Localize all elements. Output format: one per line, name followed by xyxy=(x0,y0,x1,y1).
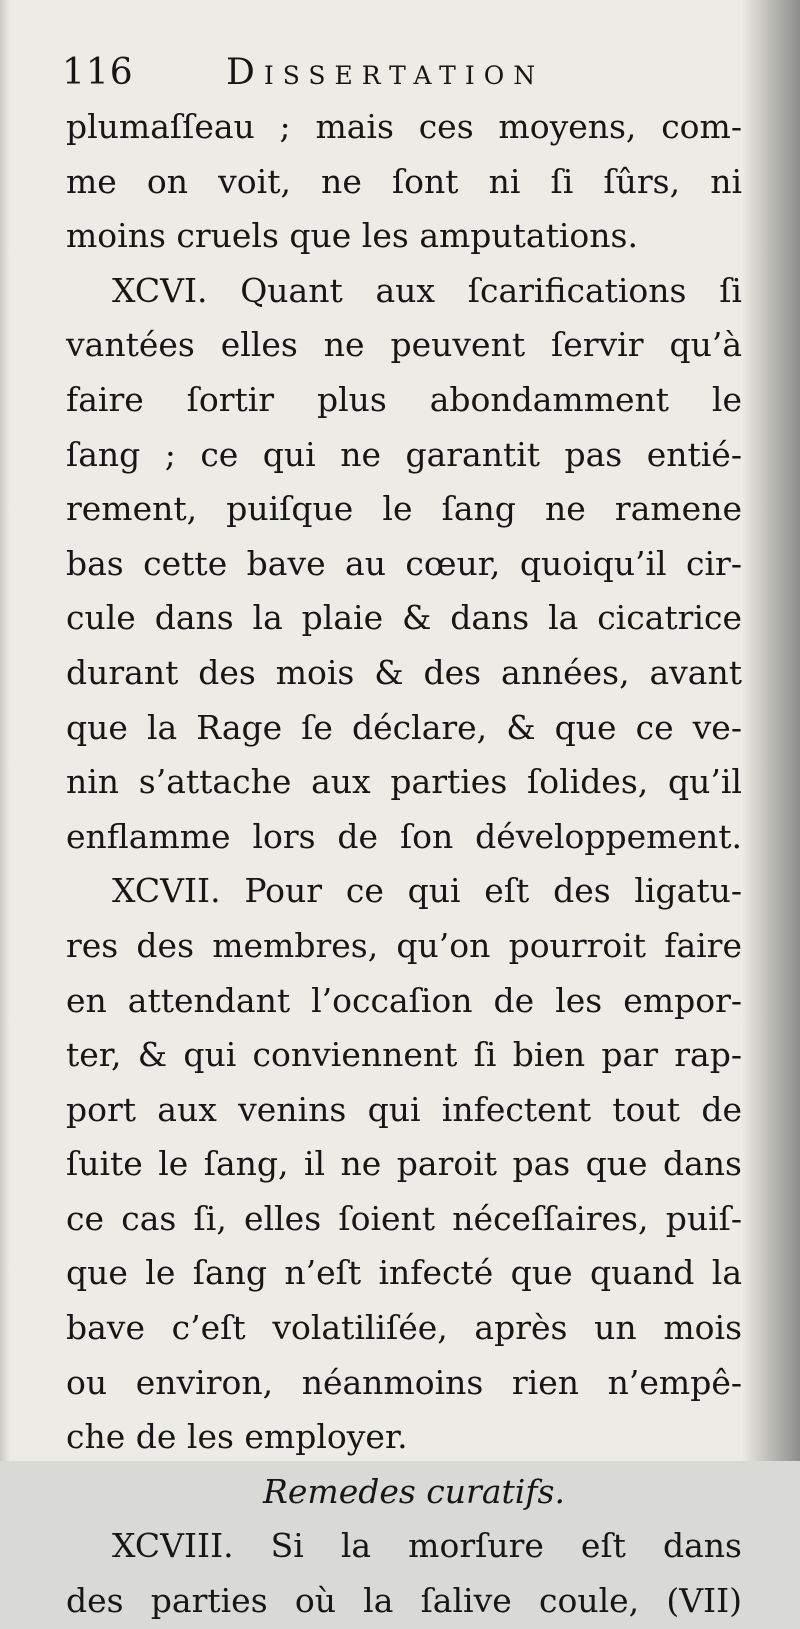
text-line: vantées elles ne peuvent ſervir qu’à xyxy=(66,325,742,365)
text-line: ou environ, néanmoins rien n’empê- xyxy=(66,1362,742,1402)
text-line: plumaſſeau ; mais ces moyens, com- xyxy=(66,107,742,146)
section-heading: Remedes curatifs. xyxy=(263,1471,565,1511)
text-line: bave c’eſt volatiliſée, après un mois xyxy=(66,1308,742,1348)
text-line: des parties où la ſalive coule, (VII) xyxy=(66,1581,742,1621)
text-line: ſuite le ſang, il ne paroit pas que dans xyxy=(66,1144,742,1184)
text-line: ter, & qui conviennent ſi bien par rap- xyxy=(66,1035,742,1075)
text-line: enflamme lors de ſon développement. xyxy=(66,816,742,856)
body-text xyxy=(66,100,742,1629)
text-line: ce cas ſi, elles ſoient néceſſaires, puiſ- xyxy=(66,1198,742,1238)
section-xcvi-start: XCVI. Quant aux ſcarifications ſi xyxy=(112,270,742,310)
text-line: ſang ; ce qui ne garantit pas entié- xyxy=(66,434,742,474)
page-left-edge xyxy=(0,0,10,1461)
section-xcviii-start: XCVIII. Si la morſure eſt dans xyxy=(112,1526,742,1566)
text-line: me on voit, ne ſont ni ſi ſûrs, ni xyxy=(66,161,742,201)
text-line: nin s’attache aux parties ſolides, qu’il xyxy=(66,762,742,802)
page-number: 116 xyxy=(62,52,134,93)
text-line: bas cette bave au cœur, quoiqu’il cir- xyxy=(66,543,742,583)
page-header xyxy=(62,48,742,104)
text-line: cule dans la plaie & dans la cicatrice xyxy=(66,598,742,638)
text-line: en attendant l’occaſion de les empor- xyxy=(66,980,742,1020)
text-line: port aux venins qui infectent tout de xyxy=(66,1089,742,1129)
text-line: res des membres, qu’on pourroit faire xyxy=(66,925,742,965)
text-line: que la Rage ſe déclare, & que ce ve- xyxy=(66,707,742,747)
running-head: Dissertation xyxy=(226,52,545,93)
text-line: moins cruels que les amputations. xyxy=(66,216,638,256)
section-xcvii-start: XCVII. Pour ce qui eſt des ligatu- xyxy=(112,871,742,911)
text-line: che de les employer. xyxy=(66,1417,408,1457)
text-line: rement, puiſque le ſang ne ramene xyxy=(66,489,742,529)
text-line: durant des mois & des années, avant xyxy=(66,652,742,692)
binding-shadow xyxy=(742,0,800,1461)
text-line: que le ſang n’eſt infecté que quand la xyxy=(66,1253,742,1293)
text-line: faire ſortir plus abondamment le xyxy=(66,379,742,419)
